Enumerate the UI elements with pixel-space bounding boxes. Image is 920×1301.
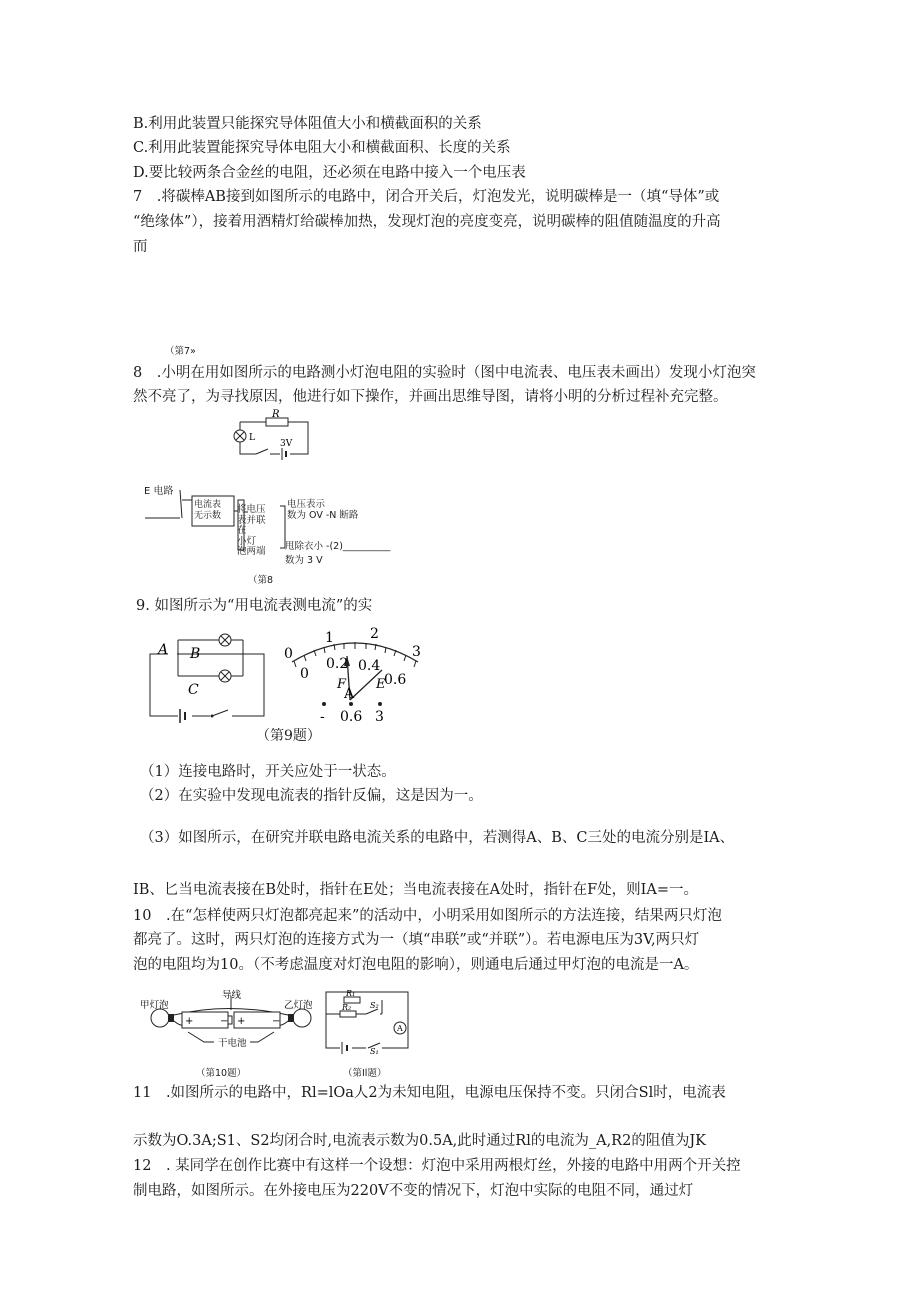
fig10-diagram	[138, 988, 324, 1058]
fig8-column: 将电压 表并联 在 小灯 泡两端	[237, 504, 266, 557]
fig10-minus-1: −	[220, 1016, 229, 1027]
option-c: C.利用此装置能探究导体电阻大小和横截面积、长度的关系	[133, 140, 511, 156]
fig11-circuit	[322, 988, 414, 1054]
fig9-scale-bot-0: 0	[300, 666, 309, 682]
fig8-l-label: L	[249, 433, 255, 443]
q8-line-1: 8 .小明在用如图所示的电路测小灯泡电阻的实验时（图中电流表、电压表未画出）发现小灯泡突	[133, 365, 756, 381]
fig9-terminal-3: 3	[375, 709, 384, 725]
q12-line-1: 12 . 某同学在创作比赛中有这样一个设想：灯泡中采用两根灯丝，外接的电路中用两个开关控	[133, 1158, 741, 1174]
fig9-scale-top-1: 1	[325, 630, 334, 646]
q7-line-3: 而	[133, 239, 148, 255]
fig8-caption: （第8	[248, 575, 274, 586]
fig8-box: 电流表 无示数	[194, 500, 222, 521]
fig9-scale-top-2: 2	[370, 626, 379, 642]
fig10-yi: 乙灯泡	[284, 1000, 313, 1011]
fig11-s2: S₂	[370, 1001, 379, 1010]
q12-line-2: 制电路，如图所示。在外接电压为220V不变的情况下，灯泡中实际的电阻不同，通过灯	[133, 1183, 694, 1199]
fig9-caption: （第9题）	[256, 728, 321, 744]
option-b: B.利用此装置只能探究导体阻值大小和横截面积的关系	[133, 116, 482, 132]
q7-line-1: 7 .将碳棒AB接到如图所示的电路中，闭合开关后，灯泡发光，说明碳棒是一（填“导体”或	[133, 189, 720, 205]
fig11-meter: A	[397, 1024, 403, 1033]
fig9-terminal-neg: -	[320, 709, 325, 725]
fig9-terminal-06: 0.6	[340, 709, 363, 725]
q11-line-2: 示数为O.3A;S1、S2均闭合时,电流表示数为0.5A,此时通过Rl的电流为_A,R2的阻值为JK	[133, 1133, 706, 1149]
q11-line-1: 11 .如图所示的电路中，Rl=lOa人2为未知电阻，电源电压保持不变。只闭合Sl时，电流表	[133, 1085, 726, 1101]
option-d: D.要比较两条合金丝的电阻，还必须在电路中接入一个电压表	[133, 165, 526, 181]
fig8-right-3: 甩除衣小 -(2)__________	[285, 541, 391, 552]
fig8-right-1: 电压表示	[287, 499, 326, 510]
fig9-meter-a: A	[344, 686, 355, 702]
fig9-needle-e: E	[376, 677, 386, 692]
q9-part-3-cont: IB、匕当电流表接在B处时，指针在E处；当电流表接在A处时，指针在F处，则IA=一。	[133, 882, 699, 898]
fig9-scale-top-0: 0	[284, 646, 293, 662]
q9-line-1: 9. 如图所示为“用电流表测电流”的实	[136, 598, 373, 614]
fig8-right-2: 数为 OV -N 断路	[287, 510, 359, 521]
fig10-plus-1: +	[185, 1016, 194, 1027]
fig8-circuit	[228, 410, 328, 466]
fig10-wire: 导线	[222, 990, 242, 1001]
q10-line-3: 泡的电阻均为10。（不考虑温度对灯泡电阻的影响），则通电后通过甲灯泡的电流是一A。	[133, 957, 699, 973]
fig11-s1: S₁	[370, 1047, 379, 1056]
fig10-battery: 干电池	[218, 1038, 247, 1049]
fig10-minus-2: −	[272, 1016, 281, 1027]
fig8-r-label: R	[272, 409, 280, 420]
q8-line-2: 然不亮了，为寻找原因，他进行如下操作，并画出思维导图，请将小明的分析过程补充完整。	[133, 389, 728, 405]
fig9-circuit	[148, 632, 270, 722]
q10-line-2: 都亮了。这时，两只灯泡的连接方式为一（填“串联”或“并联”）。若电源电压为3V,两只灯	[133, 932, 700, 948]
q9-part-3: （3）如图所示，在研究并联电路电流关系的电路中，若测得A、B、C三处的电流分别是IA、	[140, 830, 735, 846]
fig9-node-b: B	[190, 646, 201, 662]
fig8-right-4: 数为 3 V	[285, 555, 323, 566]
q9-part-1: （1）连接电路时，开关应处于一状态。	[140, 764, 396, 780]
fig9-scale-top-3: 3	[412, 644, 421, 660]
q7-line-2: “绝缘体”），接着用酒精灯给碳棒加热，发现灯泡的亮度变亮，说明碳棒的阻值随温度的升高	[133, 214, 721, 230]
fig9-ammeter	[280, 622, 430, 726]
q9-part-2: （2）在实验中发现电流表的指针反偏，这是因为一。	[140, 788, 483, 804]
fig9-scale-bot-3: 0.6	[384, 672, 407, 688]
fig11-caption: （第Il题）	[343, 1068, 387, 1079]
fig8-root: E 电路	[144, 486, 174, 497]
fig10-caption: （第10题）	[196, 1068, 247, 1079]
fig9-scale-bot-1: 0.2	[326, 656, 349, 672]
fig9-scale-bot-2: 0.4	[358, 658, 381, 674]
q10-line-1: 10 .在“怎样使两只灯泡都亮起来”的活动中，小明采用如图所示的方法连接，结果两只灯泡	[133, 908, 722, 924]
fig8-v-label: 3V	[280, 439, 293, 449]
fig9-needle-f: F	[337, 677, 347, 692]
fig7-caption: （第7»	[165, 346, 196, 357]
fig11-r1: R₁	[346, 989, 356, 998]
fig9-node-c: C	[188, 682, 199, 698]
fig10-plus-2: +	[237, 1016, 246, 1027]
fig9-node-a: A	[158, 642, 169, 658]
fig11-r2: R₂	[342, 1003, 352, 1012]
fig10-jia: 甲灯泡	[140, 1000, 169, 1011]
